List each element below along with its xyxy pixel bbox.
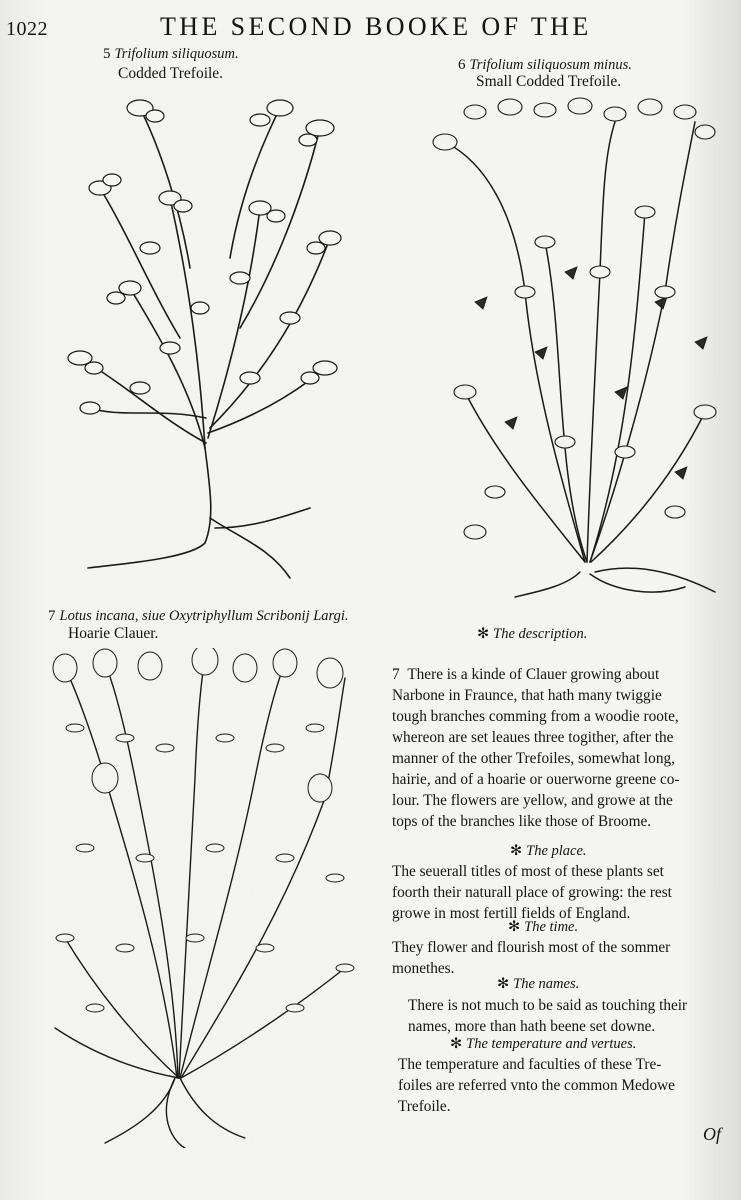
heading-names-label: The names. [513, 976, 580, 992]
description-line: hairie, and of a hoarie or ouerworne greene co- [392, 771, 680, 788]
heading-description-label: The description. [493, 626, 588, 642]
temperature-line: The temperature and faculties of these Tre- [398, 1056, 662, 1073]
place-paragraph [392, 861, 720, 924]
figure-5-caption [103, 45, 239, 63]
figure-6-caption [458, 56, 632, 74]
figure-5-latin-name: Trifolium siliquosum. [114, 46, 239, 62]
star-ornament-icon: ✻ [510, 843, 523, 859]
figure-7-caption [48, 607, 349, 625]
time-line: monethes. [392, 960, 455, 977]
star-ornament-icon: ✻ [450, 1036, 463, 1052]
page-number: 1022 [6, 18, 48, 40]
description-line [392, 664, 720, 685]
temperature-paragraph [398, 1054, 720, 1117]
temperature-line: foiles are referred vnto the common Medowe [398, 1077, 675, 1094]
figure-7-english-name: Hoarie Clauer. [68, 625, 159, 642]
running-head: THE SECOND BOOKE OF THE [160, 12, 592, 41]
names-paragraph [408, 995, 720, 1037]
description-line: Narbone in Fraunce, that hath many twiggie [392, 687, 662, 704]
temperature-line: Trefoile. [398, 1098, 451, 1115]
time-line: They flower and flourish most of the sommer [392, 939, 671, 956]
star-ornament-icon: ✻ [477, 626, 490, 642]
description-line: tough branches comming from a woodie roote, [392, 708, 679, 725]
place-line: foorth their naturall place of growing: the rest [392, 884, 672, 901]
heading-description [477, 626, 587, 643]
time-paragraph [392, 937, 720, 979]
heading-temperature [450, 1036, 636, 1053]
names-line: names, more than hath beene set downe. [408, 1018, 656, 1035]
figure-5-english-name: Codded Trefoile. [118, 65, 224, 82]
description-line: tops of the branches like those of Broome. [392, 813, 652, 830]
heading-place [510, 843, 587, 860]
figure-7-woodcut [45, 648, 365, 1148]
figure-6-english-name: Small Codded Trefoile. [476, 73, 622, 90]
figure-7-latin-name: Lotus incana, siue Oxytriphyllum Scribonij Largi. [59, 608, 349, 624]
description-line: whereon are set leaues three togither, after the [392, 729, 674, 746]
catchword: Of [703, 1124, 721, 1144]
figure-5-woodcut [40, 88, 360, 593]
heading-names [497, 976, 579, 993]
description-paragraph [392, 664, 720, 832]
heading-time [508, 919, 578, 936]
star-ornament-icon: ✻ [497, 976, 510, 992]
names-line: There is not much to be said as touching their [408, 997, 688, 1014]
figure-6-number: 6 [458, 57, 466, 73]
description-number: 7 [392, 666, 400, 683]
heading-temperature-label: The temperature and vertues. [466, 1036, 637, 1052]
figure-7-number: 7 [48, 608, 56, 624]
figure-6-woodcut [415, 92, 725, 607]
figure-6-latin-name: Trifolium siliquosum minus. [469, 57, 632, 73]
place-line: The seuerall titles of most of these plants set [392, 863, 664, 880]
heading-place-label: The place. [526, 843, 587, 859]
figure-5-number: 5 [103, 46, 111, 62]
star-ornament-icon: ✻ [508, 919, 521, 935]
description-line-text: There is a kinde of Clauer growing about [407, 666, 660, 683]
description-line: manner of the other Trefoiles, somewhat long, [392, 750, 675, 767]
heading-time-label: The time. [524, 919, 579, 935]
description-line: lour. The flowers are yellow, and growe at the [392, 792, 673, 809]
place-line: growe in most fertill fields of England. [392, 905, 631, 922]
